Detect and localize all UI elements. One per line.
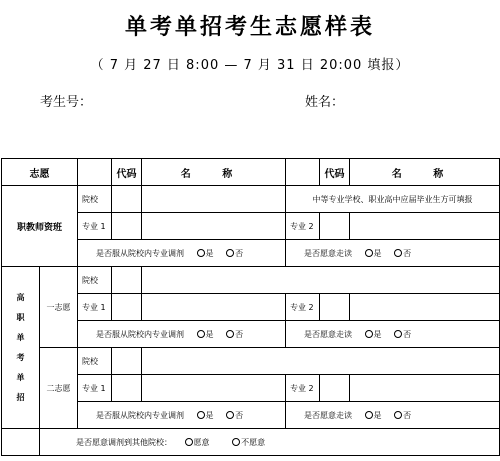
no-label: 否: [403, 248, 412, 258]
vocational-major2-label: 专业 2: [286, 213, 320, 240]
no-label: 否: [235, 248, 244, 258]
final-adjust-row: [2, 429, 500, 456]
radio-icon[interactable]: [365, 330, 373, 338]
second-school-code-cell[interactable]: [112, 348, 142, 375]
first-choice-label: 一志愿: [40, 267, 78, 348]
radio-icon[interactable]: [197, 249, 205, 257]
vocational-adjust-option: [78, 240, 286, 267]
yes-label: 是: [205, 410, 214, 420]
name-label: 姓名：: [305, 95, 345, 110]
header-empty-1: [78, 159, 112, 186]
second-school-name-cell[interactable]: [142, 348, 500, 375]
first-school-label: 院校: [78, 267, 112, 294]
no-label: 否: [235, 410, 244, 420]
header-code-2: 代码: [320, 159, 350, 186]
second-choice-label: 二志愿: [40, 348, 78, 429]
no-label: 否: [235, 329, 244, 339]
first-choice-school-row: [2, 267, 500, 294]
header-name-1: 名 称: [142, 159, 286, 186]
page-title: 单考单招考生志愿样表: [124, 15, 375, 40]
vocational-group-label: 职教师资班: [2, 186, 78, 267]
second-major2-label: 专业 2: [286, 375, 320, 402]
application-form-table: [1, 158, 500, 456]
disagree-label: 不愿意: [241, 437, 266, 447]
vocational-school-name-cell[interactable]: [142, 186, 286, 213]
second-school-label: 院校: [78, 348, 112, 375]
yes-label: 是: [373, 248, 382, 258]
first-willing-option: [286, 321, 500, 348]
vocational-school-row: [2, 186, 500, 213]
first-adjust-option: [78, 321, 286, 348]
radio-icon[interactable]: [365, 411, 373, 419]
radio-icon[interactable]: [226, 330, 234, 338]
vocational-major2-name-cell[interactable]: [350, 213, 500, 240]
second-choice-school-row: [2, 348, 500, 375]
header-code-1: 代码: [112, 159, 142, 186]
first-school-code-cell[interactable]: [112, 267, 142, 294]
header-choice: 志愿: [2, 159, 78, 186]
radio-icon[interactable]: [197, 330, 205, 338]
vocational-major1-code-cell[interactable]: [112, 213, 142, 240]
radio-icon[interactable]: [226, 411, 234, 419]
radio-icon[interactable]: [197, 411, 205, 419]
second-major2-code-cell[interactable]: [320, 375, 350, 402]
no-label: 否: [403, 410, 412, 420]
higher-vocational-group-label: 高 职 单 考 单 招: [2, 267, 40, 429]
header-empty-2: [286, 159, 320, 186]
second-major1-label: 专业 1: [78, 375, 112, 402]
vocational-major1-label: 专业 1: [78, 213, 112, 240]
no-label: 否: [403, 329, 412, 339]
willing-question-text: 是否愿意走读: [304, 329, 352, 339]
radio-icon[interactable]: [365, 249, 373, 257]
first-major1-name-cell[interactable]: [142, 294, 286, 321]
adjust-question-text: 是否服从院校内专业调剂: [96, 329, 184, 339]
second-adjust-option: [78, 402, 286, 429]
radio-icon[interactable]: [185, 438, 193, 446]
table-header-row: [2, 159, 500, 186]
exam-number-label: 考生号：: [40, 95, 93, 110]
first-school-name-cell[interactable]: [142, 267, 500, 294]
vocational-school-code-cell[interactable]: [112, 186, 142, 213]
adjust-question-text: 是否服从院校内专业调剂: [96, 248, 184, 258]
first-major1-label: 专业 1: [78, 294, 112, 321]
header-name-2: 名 称: [350, 159, 500, 186]
first-major1-code-cell[interactable]: [112, 294, 142, 321]
radio-icon[interactable]: [394, 249, 402, 257]
willing-question-text: 是否愿意走读: [304, 410, 352, 420]
vocational-eligibility-note: 中等专业学校、职业高中应届毕业生方可填报: [286, 186, 500, 213]
page-subtitle: （ 7 月 27 日 8:00 — 7 月 31 日 20:00 填报）: [90, 58, 410, 73]
first-major2-label: 专业 2: [286, 294, 320, 321]
radio-icon[interactable]: [232, 438, 240, 446]
yes-label: 是: [205, 248, 214, 258]
first-major2-name-cell[interactable]: [350, 294, 500, 321]
adjust-question-text: 是否服从院校内专业调剂: [96, 410, 184, 420]
radio-icon[interactable]: [226, 249, 234, 257]
second-major2-name-cell[interactable]: [350, 375, 500, 402]
second-major1-name-cell[interactable]: [142, 375, 286, 402]
final-question-text: 是否愿意调剂到其他院校：: [76, 437, 172, 447]
final-adjust-option: [40, 429, 500, 456]
vocational-school-label: 院校: [78, 186, 112, 213]
yes-label: 是: [373, 329, 382, 339]
agree-label: 愿意: [193, 437, 210, 447]
vocational-major2-code-cell[interactable]: [320, 213, 350, 240]
willing-question-text: 是否愿意走读: [304, 248, 352, 258]
vocational-willing-option: [286, 240, 500, 267]
yes-label: 是: [205, 329, 214, 339]
first-major2-code-cell[interactable]: [320, 294, 350, 321]
second-willing-option: [286, 402, 500, 429]
second-major1-code-cell[interactable]: [112, 375, 142, 402]
final-row-left-cell: [2, 429, 40, 456]
radio-icon[interactable]: [394, 330, 402, 338]
vocational-major1-name-cell[interactable]: [142, 213, 286, 240]
radio-icon[interactable]: [394, 411, 402, 419]
yes-label: 是: [373, 410, 382, 420]
